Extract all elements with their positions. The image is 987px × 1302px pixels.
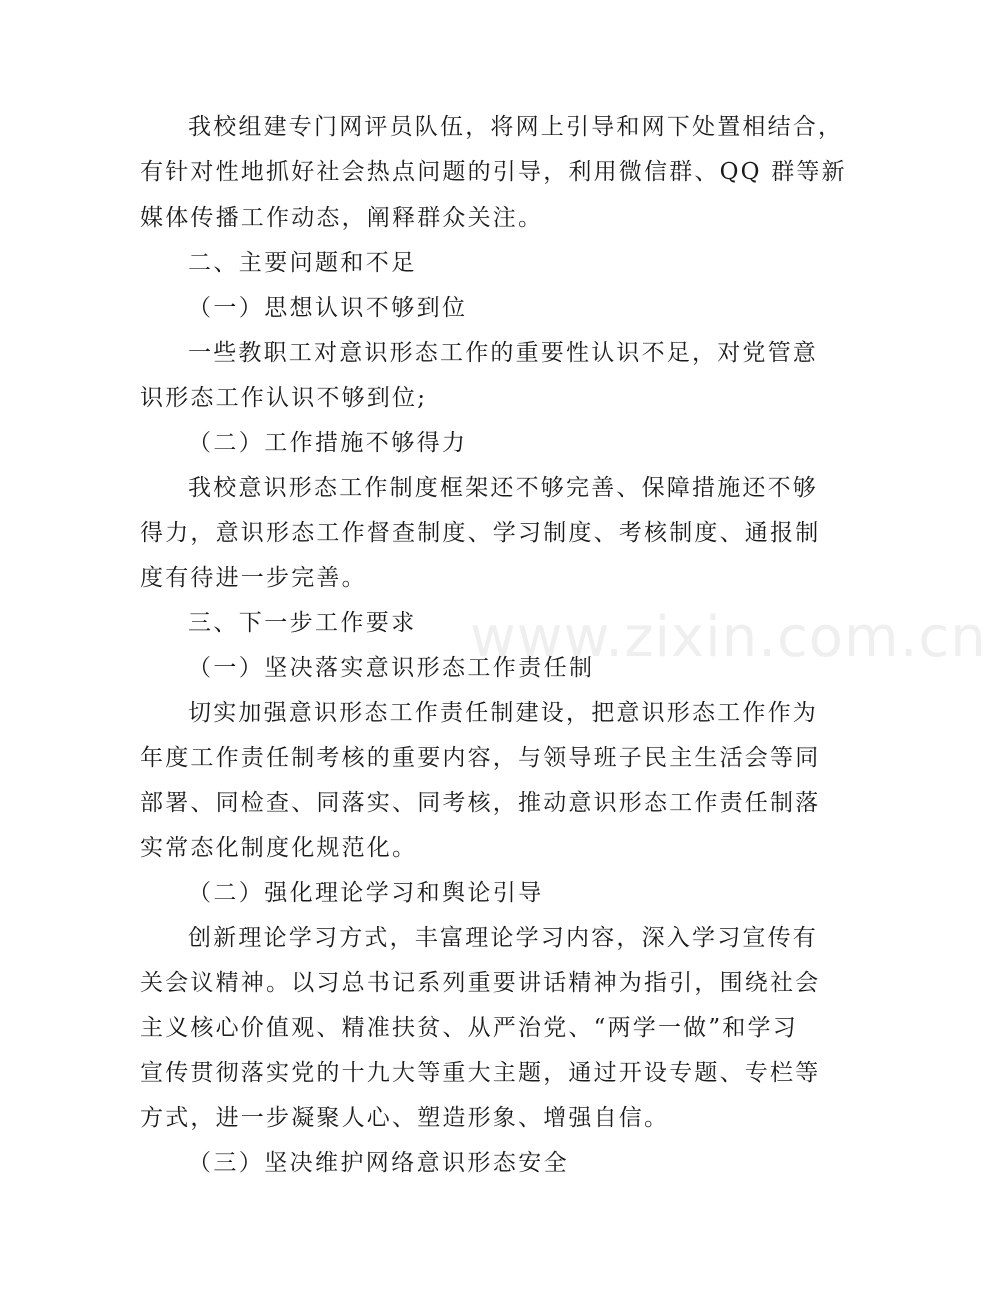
paragraph-line: 实常态化制度化规范化。 — [140, 835, 418, 861]
subsection-heading: （三）坚决维护网络意识形态安全 — [188, 1150, 569, 1176]
section-heading: 二、主要问题和不足 — [188, 250, 417, 276]
subsection-heading: （二）工作措施不够得力 — [188, 430, 468, 456]
subsection-heading: （二）强化理论学习和舆论引导 — [188, 880, 544, 906]
paragraph-line: 部署、同检查、同落实、同考核，推动意识形态工作责任制落 — [140, 790, 821, 816]
paragraph-line: 识形态工作认识不够到位; — [140, 385, 428, 411]
paragraph-line: 我校组建专门网评员队伍，将网上引导和网下处置相结合， — [188, 114, 844, 140]
paragraph-line: 媒体传播工作动态，阐释群众关注。 — [140, 205, 544, 231]
paragraph-line: 年度工作责任制考核的重要内容，与领导班子民主生活会等同 — [140, 745, 821, 771]
paragraph-line: 度有待进一步完善。 — [140, 565, 367, 591]
section-heading: 三、下一步工作要求 — [188, 610, 417, 636]
paragraph-line: 一些教职工对意识形态工作的重要性认识不足，对党管意 — [188, 340, 818, 366]
paragraph-line: 主义核心价值观、精准扶贫、从严治党、“两学一做”和学习 — [140, 1015, 798, 1041]
paragraph-line: 有针对性地抓好社会热点问题的引导，利用微信群、QQ 群等新 — [140, 159, 847, 185]
watermark: www.zixin.com.cn — [470, 605, 987, 670]
paragraph-line: 创新理论学习方式，丰富理论学习内容，深入学习宣传有 — [188, 925, 818, 951]
subsection-heading: （一）坚决落实意识形态工作责任制 — [188, 655, 595, 681]
paragraph-line: 宣传贯彻落实党的十九大等重大主题，通过开设专题、专栏等 — [140, 1060, 821, 1086]
paragraph-line: 关会议精神。以习总书记系列重要讲话精神为指引，围绕社会 — [140, 970, 821, 996]
subsection-heading: （一）思想认识不够到位 — [188, 295, 468, 321]
paragraph-line: 我校意识形态工作制度框架还不够完善、保障措施还不够 — [188, 475, 818, 501]
paragraph-line: 切实加强意识形态工作责任制建设，把意识形态工作作为 — [188, 700, 818, 726]
paragraph-line: 得力，意识形态工作督查制度、学习制度、考核制度、通报制 — [140, 520, 821, 546]
paragraph-line: 方式，进一步凝聚人心、塑造形象、增强自信。 — [140, 1105, 670, 1131]
